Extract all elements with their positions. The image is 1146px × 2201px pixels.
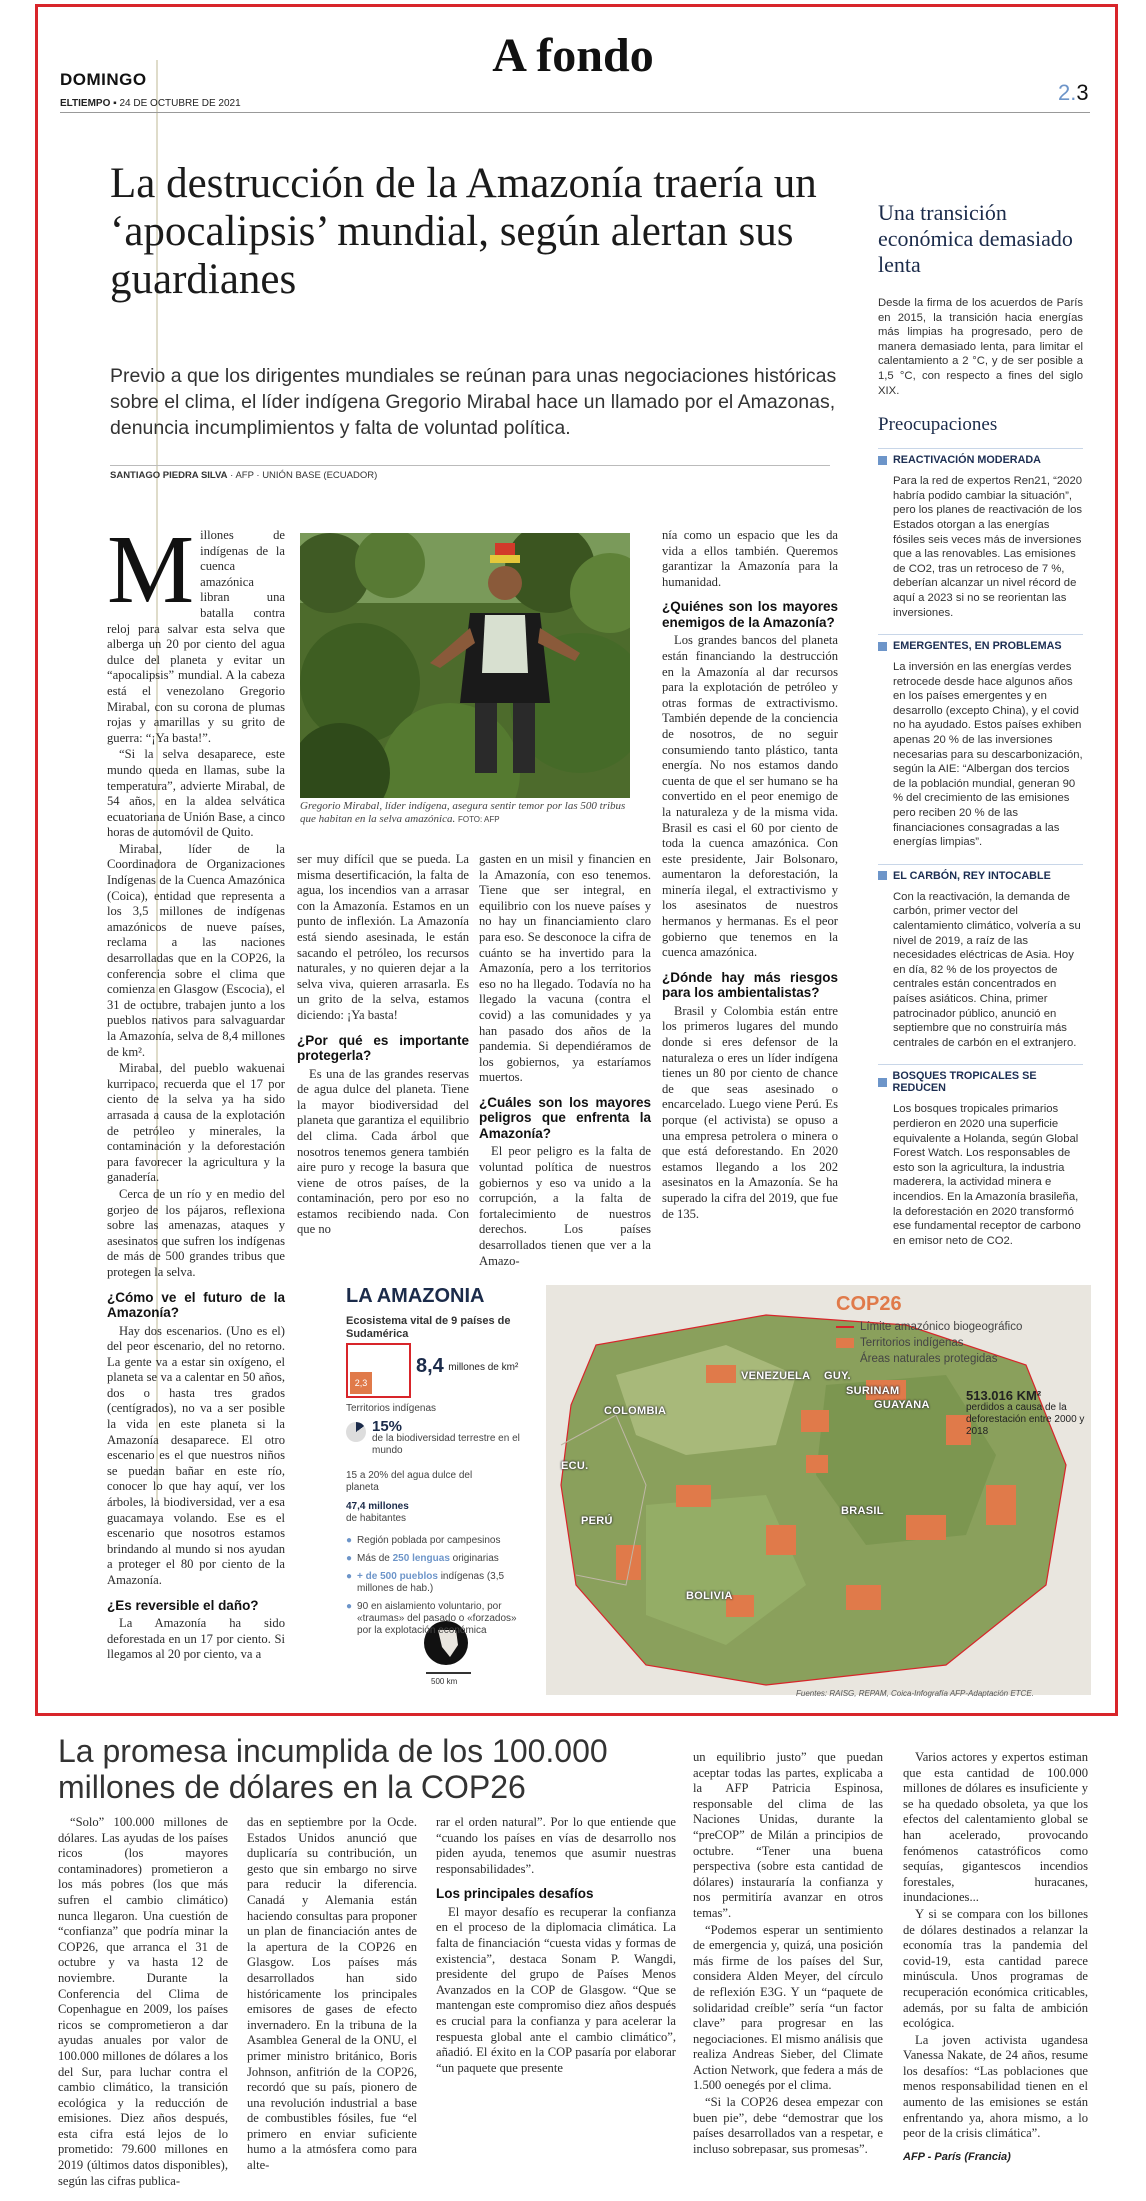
dropcap: M [107,516,195,624]
paragraph: rar el orden natural”. Por lo que entiende que “cuando los países en vías de desarrollo nos piden ayuda, tenemos que asumir nuestras responsabilidades”. [436,1815,676,1876]
sidebar-section [878,448,1083,620]
sidebar-intro: Desde la firma de los acuerdos de París en 2015, la transición hacia energías más limpias ha progresado, pero de manera demasiado lenta, para limitar el calentamiento a 2 °C, y de ser posible a 1,5 °C, con respecto a fines del siglo XIX. [878,297,1083,397]
paragraph: “Solo” 100.000 millones de dólares. Las ayudas de los países ricos (los mayores contaminadores) prometieron a los más pobres (los que más sufren el cambio climático) nunca llegaron. Una cuestión de “confianza” que podría minar la COP26, que arranca el 31 de octubre y va hasta 12 de noviembre. Durante la Conferencia del Clima de Copenhague en 2009, los países ricos se comprometieron a dar ayudas anuales por valor de 100.000 millones de dólares a los del Sur, para luchar contra el cambio climático, la transición ecológica y la reducción de emisiones. Diez años después, esta cifra está lejos de lo prometido: 79.600 millones en 2019 (últimos datos disponibles), según las cifras publica- [58,1815,228,2188]
deforestation-text: perdidos a causa de la deforestación entre 2000 y 2018 [966,1402,1085,1437]
lead-rule [110,465,830,466]
paragraph: “Si la COP26 desea empezar con buen pie”, debe “demostrar que los países desarrollados van a respetar, e incluso sobrepasar, sus promesas”. [693,2095,883,2156]
header-day: DOMINGO [60,70,147,89]
sidebar-section [878,1064,1083,1248]
bottom-column-1 [58,1815,228,2190]
article-column-2 [297,852,469,1239]
photo-credit: FOTO: AFP [457,815,500,824]
question-heading: ¿Quiénes son los mayores enemigos de la Amazonía? [662,599,838,630]
sidebar-section [878,864,1083,1051]
paragraph: ser muy difícil que se pueda. La misma desertificación, la falta de agua, los incendios van a arrasar con la Amazonía. Estamos en un punto de inflexión. La Amazonía está siendo asesinada, le están sacando el petróleo, los recursos naturales, y no quieren dejar a la selva viva, quieren arrasarla. Es un grito de la selva, estamos diciendo: ¡Ya basta! [297,852,469,1022]
page-number-a: 2. [1058,80,1077,105]
bullet-item: ● + de 500 pueblos indígenas (3,5 millones de hab.) [346,1571,505,1594]
page-number [1058,80,1089,106]
byline-name: SANTIAGO PIEDRA SILVA [110,470,228,481]
map-legend [836,1321,1022,1369]
bullet-item: ● Más de 250 lenguas originarias [346,1553,499,1564]
bullet-text: originarias [449,1553,499,1564]
header-date-line: ELTIEMPO ▪ 24 DE OCTUBRE DE 2021 [60,98,241,109]
question-heading: ¿Cuáles son los mayores peligros que enfrenta la Amazonía? [479,1094,651,1141]
byline-source: · AFP · UNIÓN BASE (ECUADOR) [227,470,378,481]
infographic-title: LA AMAZONIA [346,1285,485,1307]
bullet-item: ● 90 en aislamiento voluntario, por «traumas» del pasado o «forzados» por la explotación económica [346,1601,531,1637]
sidebar-section-body: Los bosques tropicales primarios perdieron en 2020 una superficie equivalente a Holanda, según Global Forest Watch. Los responsables de esto son la agricultura, la industria maderera, la actividad minera e incendios. En la Amazonía brasileña, la deforestación en 2020 transformó ese fundamental receptor de carbono en emisor neto de CO2. [893,1103,1081,1247]
question-heading: ¿Cómo ve el futuro de la Amazonía? [107,1289,285,1320]
paragraph: un equilibrio justo” que puedan aceptar todas las partes, explicaba a la AFP Patricia Espinosa, responsable del clima de las Naciones Unidas, durante la “preCOP” de Milán a principios de octubre. “Tener una buena perspectiva (sobre esta cantidad de dólares) instauraría la confianza y nos permitiría avanzar en otros temas”. [693,1750,883,1920]
bullet-text: Región poblada por campesinos [357,1535,501,1546]
article-column-3 [479,852,651,1270]
sidebar-section-head [878,634,1083,652]
map-label-ecuador: ECU. [561,1460,589,1472]
paragraph: “Podemos esperar un sentimiento de emergencia y, quizá, una posición más firme de los países del Sur, considera Alden Meyer, del círculo de reflexión E3G. Y un “paquete de solidaridad creíble” sería “un factor clave” para progresar en las negociaciones. El mismo análisis que realiza Andreas Sieber, del Climate Action Network, que federa a más de 1.500 oenegés por el clima. [693,1922,883,2093]
bullet-highlight: 250 lenguas [392,1553,450,1564]
biodiversity-pie-icon [346,1422,366,1442]
sidebar [878,200,1083,1262]
header-paper: ELTIEMPO [60,98,111,109]
article-column-4 [662,528,838,1223]
paragraph: das en septiembre por la Ocde. Estados Unidos anunció que duplicaría su contribución, un gesto que sin embargo no sirve para reducir la diferencia. Canadá y Alemania están haciendo consultas para proponer un plan de financiación antes de la apertura de la COP26 en Glasgow. Los países más desarrollados han sido históricamente los principales emisores de gases de efecto invernadero. En la tribuna de la Asamblea General de la ONU, el primer ministro británico, Boris Johnson, anfitrión de la COP26, recordó que su país, pionero de una revolución industrial a base de combustibles fósiles, fue “el primero en enviar suficiente humo a la atmósfera como para alte- [247,1815,417,2173]
sidebar-section-title: REACTIVACIÓN MODERADA [893,454,1041,467]
legend-item-protected [836,1353,1022,1365]
bullet-highlight: + de 500 pueblos [357,1571,438,1582]
biodiversity-pct: 15% [372,1418,403,1435]
infographic-subtitle: Ecosistema vital de 9 países de Sudamérica [346,1315,511,1340]
sidebar-section-title: EL CARBÓN, REY INTOCABLE [893,869,1051,882]
bottom-credit: AFP - París (Francia) [903,2150,1011,2163]
sidebar-section-head [878,1064,1083,1094]
map-label-surinam: SURINAM [846,1385,900,1397]
map-label-guyana-short: GUY. [824,1370,851,1382]
paragraph: Hay dos escenarios. (Uno es el) del peor escenario, del no retorno. La gente va a estar sin oxígeno, el planeta se va a calentar en 50 años, dos o hasta tres grados (centígrados), no va a ser posible la vida en este planeta si la Amazonía desaparece. El otro escenario es el que nuestros niños se puedan bañar en este río, conocer lo que hay aquí, ver los árboles, la biodiversidad, ver a esa guacamaya volando. Ese es el escenario que nosotros estamos brindando al mundo si nos ayudan a proteger el 80 por ciento de la Amazonía. [107,1323,285,1587]
square-bullet-icon [878,456,887,465]
header-date: 24 DE OCTUBRE DE 2021 [119,98,241,109]
deforestation-value: 513.016 KM² [966,1388,1042,1403]
biodiversity-text: de la biodiversidad terrestre en el mundo [372,1433,520,1456]
bullet-list [346,1535,531,1637]
photo-caption-text: Gregorio Mirabal, líder indígena, asegura sentir temor por las 500 tribus que habitan en la selva amazónica. [300,800,626,825]
paragraph: “Si la selva desaparece, este mundo queda en llamas, sube la temperatura”, advierte Mirabal, de 54 años, en la aldea selvática ecuatoriana de Unión Base, a cinco horas de automóvil de Quito. [107,747,285,840]
biodiversity-stat [372,1418,532,1457]
map-label-bolivia: BOLIVIA [686,1590,733,1602]
paragraph: nía como un espacio que les da vida a ellos también. Queremos garantizar la Amazonía para la humanidad. [662,528,838,589]
question-heading: ¿Por qué es importante protegerla? [297,1032,469,1064]
sidebar-section-title: BOSQUES TROPICALES SE REDUCEN [892,1070,1037,1095]
page-number-b: 3 [1076,80,1089,105]
map-label-colombia: COLOMBIA [604,1405,667,1417]
lead-paragraph: Previo a que los dirigentes mundiales se reúnan para unas negociaciones históricas sobre el clima, el líder indígena Gregorio Mirabal hace un llamado por el Amazonas, denuncia incumplimientos y falta de voluntad política. [110,365,837,439]
sidebar-section-body: La inversión en las energías verdes retrocede desde hace algunos años en los países emergentes y en desarrollo (excepto China), y el covid no ha ayudado. Estos países exhiben apenas 20 % de las inversiones necesarias para su descarbonización, según la AIE: “Albergan dos tercios de la población mundial, generan 90 % del crecimiento de las emisiones pero reciben 20 % de las financiaciones consagradas a las energías limpias”. [893,661,1083,849]
bullet-item: ● Región poblada por campesinos [346,1535,501,1546]
population-unit: de habitantes [346,1513,407,1524]
legend-label: Límite amazónico biogeográfico [860,1321,1023,1333]
area-value [416,1355,528,1378]
main-headline: La destrucción de la Amazonía traería un ‘apocalipsis’ mundial, según alertan sus guardianes [110,160,817,303]
sidebar-section-head [878,448,1083,466]
photo-caption [300,800,630,826]
paragraph: Mirabal, líder de la Coordinadora de Organizaciones Indígenas de la Cuenca Amazónica (Coica), entidad que representa a los 3,5 millones de indígenas amazónicos de nueve países, reclama a las naciones desarrolladas que en la COP26, la conferencia sobre el clima que comienza en Glasgow (Escocia), el 31 de octubre, trabajen junto a los pueblos nativos para salvaguardar la Amazonía, selva de 8,4 millones de km². [107,841,285,1059]
sidebar-section-body: Para la red de expertos Ren21, “2020 habría podido cambiar la situación”, pero los planes de reactivación de los Estados otorgan a las energías fósiles seis veces más de inversiones que a las renovables. Las emisiones de CO2, tras un retroceso de 7 %, deberían alcanzar un nivel récord de aquí a 2023 si no se reorientan las inversiones. [893,475,1083,619]
area-square [346,1343,411,1398]
sidebar-section-head [878,864,1083,882]
sidebar-section-title: EMERGENTES, EN PROBLEMAS [893,640,1062,653]
bottom-column-4 [693,1750,883,2158]
paragraph: Mirabal, del pueblo wakuenai kurripaco, recuerda que el 17 por ciento de la selva ya ha sido arrasada a causa de la explotación de petróleo y minerales, la contaminación y la deforestación para favorecer la agricultura y la ganadería. [107,1061,285,1185]
area-square-inner: 2,3 [350,1372,372,1394]
legend-item-limit [836,1321,1022,1333]
legend-item-territories [836,1337,1022,1349]
paragraph: El peor peligro es la falta de voluntad política de nuestros gobiernos y eso va unido a la corrupción, a la falta de fortalecimiento de nuestros derechos. Los países desarrollados tienen que ver a la Amazo- [479,1144,651,1268]
paragraph: La Amazonía ha sido deforestada en un 17 por ciento. Si llegamos al 20 por ciento, va a [107,1616,285,1662]
paragraph: Cerca de un río y en medio del gorjeo de los pájaros, reflexiona sobre las amenazas, ataques y asesinatos que sufren los indígenas de más de 500 grandes tribus que protegen la selva. [107,1186,285,1279]
infographic-sources: Fuentes: RAISG, REPAM, Coica-Infografía AFP-Adaptación ETCE. [796,1689,1034,1698]
sidebar-sections [878,448,1083,1248]
paragraph: illones de indígenas de la cuenca amazónica libran una batalla contra reloj para salvar esta selva que alberga un 20 por ciento del agua dulce del planeta y evitar un “apocalipsis” mundial. A la cabeza está el venezolano Gregorio Mirabal, con su corona de plumas rojas y amarillas y su grito de guerra: “¡Ya basta!”. [107,528,285,745]
population-value: 47,4 millones [346,1501,409,1512]
bottom-column-3 [436,1815,676,2077]
section-title: A fondo [492,29,654,82]
article-photo [300,533,630,798]
question-heading: ¿Dónde hay más riesgos para los ambientalistas? [662,969,838,1001]
paragraph: gasten en un misil y financien en la Amazonía, con eso tenemos. Tiene que ser integral, en equilibrio con los nueve países y no hay un financiamiento claro para eso. Se desconoce la cifra de cuánto se ha invertido para la Amazonía, pero a los territorios eso no ha llegado. Todavía no ha llegado la vacuna (contra el covid) a las comunidades y ya han pasado dos años de la pandemia. Si dependiéramos de los gobiernos, ya estaríamos muertos. [479,852,651,1085]
area-number: 8,4 [416,1355,444,1377]
question-heading: ¿Es reversible el daño? [107,1597,259,1613]
map-label-brasil: BRASIL [841,1505,884,1517]
area-unit: millones de km² [448,1362,519,1374]
paragraph: Los grandes bancos del planeta están financiando la destrucción en la Amazonía al dar recursos para la explotación de petróleo y otras formas de extractivismo. También depende de la conciencia de nosotros, de no seguir consumiendo tanto plástico, tanta energía. No nos estamos dando cuenta de que el ser humano se ha convertido en el peor enemigo de la naturaleza y de la misma vida. Brasil es casi el 60 por ciento de toda la cuenca amazónica. Con este presidente, Jair Bolsonaro, aumentaron la deforestación, la minería ilegal, el extractivismo y los asesinatos de nuestros hermanos y hermanas. Es el peor gobierno que tenemos en la cuenca amazónica. [662,633,838,960]
paragraph: Y si se compara con los billones de dólares destinados a relanzar la economía tras la pandemia del covid-19, esta cantidad parece minúscula. Unos programas de recuperación económica criticables, además, por su falta de ambición ecológica. [903,1906,1088,2031]
bottom-column-5 [903,1750,1088,2165]
population-stat [346,1501,476,1525]
paragraph: Varios actores y expertos estiman que esta cantidad de 100.000 millones de dólares es insuficiente y se ha quedado obsoleta, ya que los efectos del calentamiento global se han acelerado, provocando fenómenos catastróficos como sequías, gigantescos incendios forestales, huracanes, inundaciones... [903,1750,1088,1905]
square-bullet-icon [878,642,887,651]
square-bullet-icon [878,1078,887,1087]
deforestation-stat [966,1390,1086,1438]
legend-label: Territorios indígenas [860,1337,964,1349]
forest-photo-illustration [300,533,630,798]
cop26-logo: COP26 [836,1293,902,1315]
water-stat: 15 a 20% del agua dulce del planeta [346,1470,473,1493]
square-bullet-icon [878,871,887,880]
sidebar-title: Una transición económica demasiado lenta [878,200,1073,277]
map-label-venezuela: VENEZUELA [741,1370,811,1382]
map-label-peru: PERÚ [581,1515,613,1527]
section-heading: Los principales desafíos [436,1886,594,1902]
map-label-guayana: GUAYANA [874,1399,930,1411]
paragraph: Brasil y Colombia están entre los primeros lugares del mundo donde si eres defensor de la naturaleza o eres un líder indígena tienes un 80 por ciento de chance de que seas asesinado o encarcelado. Luego viene Perú. Es porque (el activista) se opuso a una empresa petrolera o minera o que está deforestando. En 2020 estamos llegando a los 202 asesinatos en la Amazonía. Se ha superado la cifra del 2019, que fue de 135. [662,1003,838,1221]
bullet-text: 90 en aislamiento voluntario, por «traumas» del pasado o «forzados» por la explotación económica [357,1601,517,1636]
legend-label: Áreas naturales protegidas [860,1353,998,1365]
territorios-label: Territorios indígenas [346,1403,437,1414]
bullet-text: indígenas (3,5 millones de hab.) [357,1571,505,1594]
byline [110,470,377,481]
paragraph: El mayor desafío es recuperar la confianza en el proceso de la diplomacia climática. La falta de financiación “cuesta vidas y formas de existencia”, destaca Sonam P. Wangdi, presidente del grupo de Países Menos Avanzados en la COP de Glasgow. “Que se mantengan este compromiso diez años después es crucial para la confianza y para acelerar la respuesta global ante el cambio climático”, añadió. El éxito en la COP pasaría por elaborar “un paquete que presente [436,1904,676,2075]
scale-label: 500 km [431,1677,458,1686]
paragraph: La joven activista ugandesa Vanessa Nakate, de 24 años, resume los desafíos: “Las poblaciones que menos responsabilidad tienen en el aumento de las emisiones se están enfrentando ya, ahora mismo, a lo peor de la crisis climática”. [903,2032,1088,2141]
sidebar-subtitle: Preocupaciones [878,414,998,436]
header-rule [60,112,1090,113]
bottom-column-2 [247,1815,417,2175]
sidebar-section [878,634,1083,850]
bullet-text: Más de [357,1553,393,1564]
bottom-headline: La promesa incumplida de los 100.000 millones de dólares en la COP26 [58,1733,608,1805]
sidebar-section-body: Con la reactivación, la demanda de carbón, primer vector del calentamiento climático, volvería a su nivel de 2019, a raíz de las necesidades eléctricas de Asia. Hoy en día, 82 % de los proyectos de centrales están concentrados en países asiáticos. China, primer patrocinador público, anunció en septiembre que no construiría más centrales de carbón en el extranjero. [893,890,1081,1049]
paragraph: Es una de las grandes reservas de agua dulce del planeta. Tiene la mayor biodiversidad del planeta que garantiza el equilibrio del clima. Cada árbol que nosotros tenemos genera también aire puro y recoge la basura que viene de otros países, de la contaminación, pero por eso no estamos recibiendo nada. Con que no [297,1066,469,1237]
amazon-infographic [346,1285,1091,1705]
article-column-1 [107,516,285,1664]
